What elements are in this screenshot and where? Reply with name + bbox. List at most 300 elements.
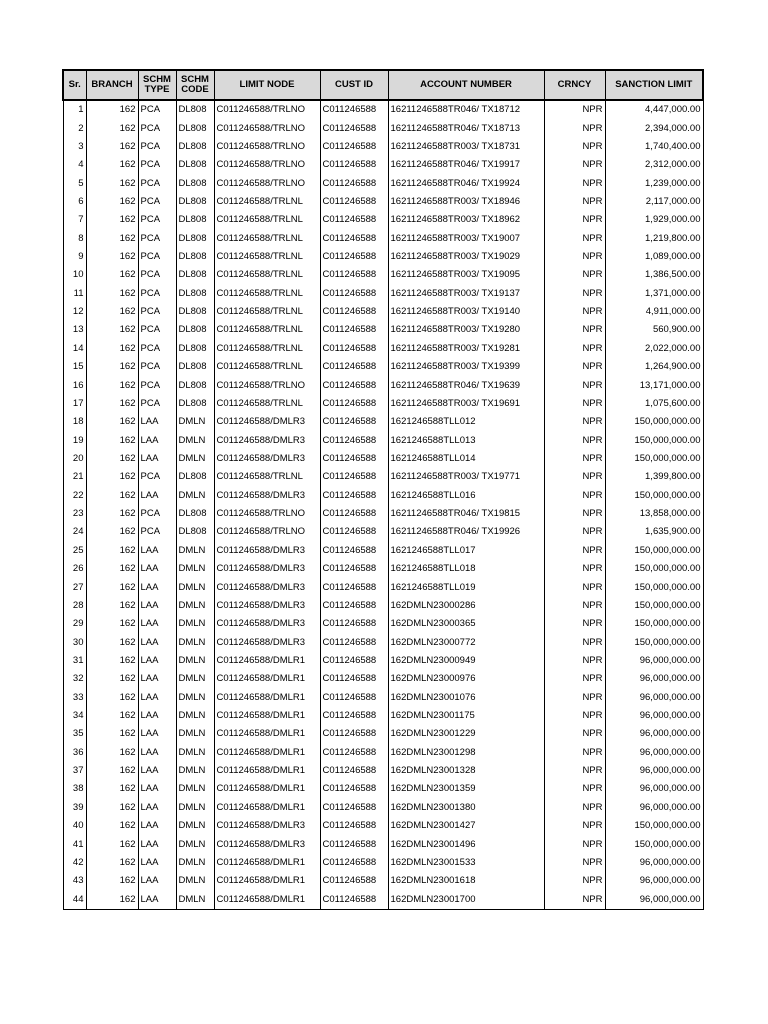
table-row: [63, 211, 703, 229]
cell-cust-id: C011246588: [320, 689, 388, 707]
cell-account-number: 16211246588TR003/ TX18946: [388, 193, 544, 211]
cell-limit-node: C011246588/DMLR3: [214, 560, 320, 578]
cell-crncy: NPR: [544, 321, 605, 339]
cell-schm-code: DMLN: [176, 633, 214, 651]
cell-limit-node: C011246588/DMLR3: [214, 578, 320, 596]
cell-cust-id: C011246588: [320, 230, 388, 248]
cell-crncy: NPR: [544, 376, 605, 394]
cell-limit-node: C011246588/TRLNL: [214, 303, 320, 321]
cell-sanction-limit: 1,371,000.00: [605, 285, 703, 303]
cell-crncy: NPR: [544, 100, 605, 119]
cell-branch: 162: [86, 211, 138, 229]
cell-limit-node: C011246588/DMLR1: [214, 890, 320, 909]
cell-cust-id: C011246588: [320, 100, 388, 119]
cell-sanction-limit: 150,000,000.00: [605, 578, 703, 596]
cell-sr: 10: [63, 266, 86, 284]
cell-limit-node: C011246588/DMLR1: [214, 780, 320, 798]
cell-branch: 162: [86, 560, 138, 578]
cell-schm-type: PCA: [138, 321, 176, 339]
cell-crncy: NPR: [544, 854, 605, 872]
cell-schm-code: DMLN: [176, 670, 214, 688]
cell-crncy: NPR: [544, 450, 605, 468]
cell-account-number: 16211246588TR046/ TX18712: [388, 100, 544, 119]
cell-schm-type: LAA: [138, 707, 176, 725]
cell-limit-node: C011246588/TRLNL: [214, 230, 320, 248]
cell-schm-code: DMLN: [176, 707, 214, 725]
table-row: [63, 487, 703, 505]
cell-account-number: 16211246588TR046/ TX19815: [388, 505, 544, 523]
cell-branch: 162: [86, 707, 138, 725]
cell-crncy: NPR: [544, 707, 605, 725]
cell-branch: 162: [86, 505, 138, 523]
table-row: [63, 615, 703, 633]
cell-account-number: 16211246588TR003/ TX19691: [388, 395, 544, 413]
cell-crncy: NPR: [544, 248, 605, 266]
cell-crncy: NPR: [544, 633, 605, 651]
cell-sanction-limit: 96,000,000.00: [605, 780, 703, 798]
cell-sr: 4: [63, 156, 86, 174]
cell-sanction-limit: 1,635,900.00: [605, 523, 703, 541]
cell-sanction-limit: 1,264,900.00: [605, 358, 703, 376]
cell-schm-type: LAA: [138, 670, 176, 688]
cell-limit-node: C011246588/DMLR1: [214, 689, 320, 707]
cell-limit-node: C011246588/TRLNL: [214, 248, 320, 266]
cell-sanction-limit: 1,089,000.00: [605, 248, 703, 266]
cell-schm-type: LAA: [138, 817, 176, 835]
cell-account-number: 162DMLN23001533: [388, 854, 544, 872]
cell-cust-id: C011246588: [320, 358, 388, 376]
cell-schm-type: LAA: [138, 854, 176, 872]
cell-branch: 162: [86, 725, 138, 743]
cell-sanction-limit: 150,000,000.00: [605, 560, 703, 578]
cell-sanction-limit: 1,075,600.00: [605, 395, 703, 413]
cell-account-number: 1621246588TLL013: [388, 431, 544, 449]
cell-schm-type: LAA: [138, 597, 176, 615]
cell-schm-code: DMLN: [176, 542, 214, 560]
cell-schm-type: LAA: [138, 780, 176, 798]
cell-branch: 162: [86, 376, 138, 394]
cell-schm-type: PCA: [138, 211, 176, 229]
cell-sanction-limit: 2,312,000.00: [605, 156, 703, 174]
cell-branch: 162: [86, 413, 138, 431]
cell-schm-code: DMLN: [176, 780, 214, 798]
cell-branch: 162: [86, 156, 138, 174]
cell-crncy: NPR: [544, 542, 605, 560]
cell-branch: 162: [86, 542, 138, 560]
cell-sr: 27: [63, 578, 86, 596]
cell-crncy: NPR: [544, 578, 605, 596]
cell-account-number: 162DMLN23000365: [388, 615, 544, 633]
cell-crncy: NPR: [544, 119, 605, 137]
cell-account-number: 162DMLN23001496: [388, 835, 544, 853]
cell-account-number: 16211246588TR046/ TX19926: [388, 523, 544, 541]
cell-schm-code: DL808: [176, 211, 214, 229]
cell-sr: 3: [63, 138, 86, 156]
cell-sanction-limit: 1,386,500.00: [605, 266, 703, 284]
table-row: [63, 854, 703, 872]
cell-crncy: NPR: [544, 193, 605, 211]
cell-limit-node: C011246588/DMLR3: [214, 487, 320, 505]
cell-branch: 162: [86, 266, 138, 284]
cell-crncy: NPR: [544, 487, 605, 505]
cell-crncy: NPR: [544, 799, 605, 817]
cell-branch: 162: [86, 100, 138, 119]
table-row: [63, 725, 703, 743]
table-row: [63, 652, 703, 670]
cell-crncy: NPR: [544, 285, 605, 303]
cell-limit-node: C011246588/DMLR3: [214, 817, 320, 835]
cell-sr: 14: [63, 340, 86, 358]
cell-schm-code: DMLN: [176, 890, 214, 909]
table-row: [63, 762, 703, 780]
table-row: [63, 100, 703, 119]
cell-schm-code: DL808: [176, 266, 214, 284]
cell-cust-id: C011246588: [320, 431, 388, 449]
cell-cust-id: C011246588: [320, 174, 388, 192]
cell-branch: 162: [86, 431, 138, 449]
cell-crncy: NPR: [544, 340, 605, 358]
cell-schm-type: PCA: [138, 376, 176, 394]
cell-branch: 162: [86, 762, 138, 780]
cell-sanction-limit: 150,000,000.00: [605, 835, 703, 853]
cell-sanction-limit: 96,000,000.00: [605, 689, 703, 707]
cell-limit-node: C011246588/DMLR3: [214, 633, 320, 651]
cell-schm-code: DL808: [176, 230, 214, 248]
table-row: [63, 376, 703, 394]
cell-branch: 162: [86, 744, 138, 762]
cell-limit-node: C011246588/TRLNO: [214, 376, 320, 394]
cell-sr: 19: [63, 431, 86, 449]
cell-schm-code: DMLN: [176, 560, 214, 578]
header-branch: BRANCH: [86, 70, 138, 100]
cell-sr: 32: [63, 670, 86, 688]
cell-cust-id: C011246588: [320, 193, 388, 211]
cell-branch: 162: [86, 395, 138, 413]
cell-account-number: 162DMLN23001618: [388, 872, 544, 890]
cell-crncy: NPR: [544, 890, 605, 909]
cell-branch: 162: [86, 285, 138, 303]
cell-sr: 44: [63, 890, 86, 909]
cell-account-number: 16211246588TR003/ TX19007: [388, 230, 544, 248]
cell-sanction-limit: 1,219,800.00: [605, 230, 703, 248]
cell-account-number: 16211246588TR003/ TX19140: [388, 303, 544, 321]
cell-schm-code: DL808: [176, 358, 214, 376]
cell-limit-node: C011246588/TRLNO: [214, 119, 320, 137]
cell-sr: 28: [63, 597, 86, 615]
cell-cust-id: C011246588: [320, 248, 388, 266]
cell-sr: 38: [63, 780, 86, 798]
cell-limit-node: C011246588/TRLNO: [214, 100, 320, 119]
cell-schm-type: PCA: [138, 303, 176, 321]
cell-limit-node: C011246588/DMLR1: [214, 707, 320, 725]
cell-cust-id: C011246588: [320, 285, 388, 303]
cell-branch: 162: [86, 854, 138, 872]
cell-sanction-limit: 96,000,000.00: [605, 652, 703, 670]
cell-branch: 162: [86, 119, 138, 137]
cell-sr: 6: [63, 193, 86, 211]
cell-cust-id: C011246588: [320, 744, 388, 762]
cell-sr: 18: [63, 413, 86, 431]
cell-cust-id: C011246588: [320, 450, 388, 468]
cell-branch: 162: [86, 193, 138, 211]
cell-limit-node: C011246588/DMLR1: [214, 799, 320, 817]
cell-sanction-limit: 1,399,800.00: [605, 468, 703, 486]
cell-sr: 2: [63, 119, 86, 137]
cell-schm-type: LAA: [138, 633, 176, 651]
cell-crncy: NPR: [544, 725, 605, 743]
cell-schm-type: LAA: [138, 872, 176, 890]
cell-cust-id: C011246588: [320, 652, 388, 670]
cell-schm-type: PCA: [138, 505, 176, 523]
cell-sanction-limit: 150,000,000.00: [605, 431, 703, 449]
cell-account-number: 162DMLN23001298: [388, 744, 544, 762]
cell-limit-node: C011246588/DMLR3: [214, 413, 320, 431]
cell-sr: 24: [63, 523, 86, 541]
cell-crncy: NPR: [544, 523, 605, 541]
cell-sr: 21: [63, 468, 86, 486]
cell-schm-code: DL808: [176, 156, 214, 174]
cell-sanction-limit: 2,394,000.00: [605, 119, 703, 137]
cell-cust-id: C011246588: [320, 395, 388, 413]
cell-sr: 40: [63, 817, 86, 835]
cell-sr: 33: [63, 689, 86, 707]
cell-sanction-limit: 150,000,000.00: [605, 633, 703, 651]
cell-limit-node: C011246588/DMLR1: [214, 872, 320, 890]
cell-cust-id: C011246588: [320, 211, 388, 229]
cell-schm-code: DMLN: [176, 578, 214, 596]
cell-cust-id: C011246588: [320, 560, 388, 578]
cell-schm-code: DMLN: [176, 413, 214, 431]
cell-schm-code: DL808: [176, 505, 214, 523]
cell-cust-id: C011246588: [320, 670, 388, 688]
cell-sanction-limit: 1,740,400.00: [605, 138, 703, 156]
cell-schm-code: DL808: [176, 174, 214, 192]
cell-account-number: 16211246588TR046/ TX18713: [388, 119, 544, 137]
cell-branch: 162: [86, 780, 138, 798]
header-account-number: ACCOUNT NUMBER: [388, 70, 544, 100]
cell-sanction-limit: 2,117,000.00: [605, 193, 703, 211]
cell-cust-id: C011246588: [320, 156, 388, 174]
cell-account-number: 1621246588TLL017: [388, 542, 544, 560]
cell-cust-id: C011246588: [320, 633, 388, 651]
header-sanction-limit: SANCTION LIMIT: [605, 70, 703, 100]
cell-limit-node: C011246588/TRLNO: [214, 156, 320, 174]
cell-schm-type: LAA: [138, 890, 176, 909]
cell-limit-node: C011246588/DMLR3: [214, 597, 320, 615]
cell-schm-code: DMLN: [176, 487, 214, 505]
table-row: [63, 817, 703, 835]
cell-cust-id: C011246588: [320, 321, 388, 339]
cell-schm-type: LAA: [138, 450, 176, 468]
cell-schm-type: LAA: [138, 431, 176, 449]
cell-account-number: 162DMLN23000772: [388, 633, 544, 651]
cell-schm-code: DL808: [176, 285, 214, 303]
cell-account-number: 16211246588TR046/ TX19917: [388, 156, 544, 174]
cell-sr: 41: [63, 835, 86, 853]
cell-schm-type: PCA: [138, 156, 176, 174]
table-row: [63, 321, 703, 339]
cell-branch: 162: [86, 468, 138, 486]
cell-schm-type: LAA: [138, 835, 176, 853]
cell-sr: 5: [63, 174, 86, 192]
cell-sr: 35: [63, 725, 86, 743]
cell-sr: 37: [63, 762, 86, 780]
cell-sanction-limit: 96,000,000.00: [605, 744, 703, 762]
cell-account-number: 162DMLN23001427: [388, 817, 544, 835]
cell-branch: 162: [86, 248, 138, 266]
cell-cust-id: C011246588: [320, 872, 388, 890]
cell-sr: 22: [63, 487, 86, 505]
table-body: [63, 100, 703, 909]
cell-branch: 162: [86, 138, 138, 156]
table-row: [63, 340, 703, 358]
cell-sanction-limit: 1,239,000.00: [605, 174, 703, 192]
cell-account-number: 162DMLN23001700: [388, 890, 544, 909]
cell-crncy: NPR: [544, 670, 605, 688]
cell-crncy: NPR: [544, 762, 605, 780]
cell-sr: 16: [63, 376, 86, 394]
cell-branch: 162: [86, 615, 138, 633]
cell-sanction-limit: 560,900.00: [605, 321, 703, 339]
cell-cust-id: C011246588: [320, 762, 388, 780]
cell-crncy: NPR: [544, 413, 605, 431]
cell-branch: 162: [86, 174, 138, 192]
cell-cust-id: C011246588: [320, 487, 388, 505]
cell-limit-node: C011246588/TRLNO: [214, 174, 320, 192]
cell-schm-code: DMLN: [176, 872, 214, 890]
cell-schm-type: LAA: [138, 487, 176, 505]
table-row: [63, 872, 703, 890]
cell-limit-node: C011246588/TRLNL: [214, 340, 320, 358]
cell-schm-code: DL808: [176, 248, 214, 266]
cell-branch: 162: [86, 578, 138, 596]
cell-schm-code: DMLN: [176, 597, 214, 615]
cell-cust-id: C011246588: [320, 119, 388, 137]
table-row: [63, 890, 703, 909]
table-row: [63, 303, 703, 321]
cell-schm-type: PCA: [138, 230, 176, 248]
cell-branch: 162: [86, 689, 138, 707]
cell-crncy: NPR: [544, 303, 605, 321]
cell-schm-type: PCA: [138, 174, 176, 192]
cell-schm-type: LAA: [138, 652, 176, 670]
cell-account-number: 162DMLN23001380: [388, 799, 544, 817]
cell-schm-code: DMLN: [176, 689, 214, 707]
table-row: [63, 468, 703, 486]
cell-schm-type: PCA: [138, 285, 176, 303]
cell-account-number: 16211246588TR003/ TX19771: [388, 468, 544, 486]
cell-limit-node: C011246588/TRLNL: [214, 321, 320, 339]
table-row: [63, 285, 703, 303]
cell-sr: 13: [63, 321, 86, 339]
cell-branch: 162: [86, 633, 138, 651]
cell-sr: 31: [63, 652, 86, 670]
cell-schm-type: LAA: [138, 615, 176, 633]
cell-schm-type: PCA: [138, 193, 176, 211]
cell-limit-node: C011246588/DMLR3: [214, 450, 320, 468]
cell-schm-code: DL808: [176, 321, 214, 339]
cell-schm-code: DMLN: [176, 744, 214, 762]
cell-schm-type: LAA: [138, 578, 176, 596]
cell-sr: 20: [63, 450, 86, 468]
cell-limit-node: C011246588/DMLR1: [214, 744, 320, 762]
cell-sanction-limit: 2,022,000.00: [605, 340, 703, 358]
cell-limit-node: C011246588/DMLR3: [214, 835, 320, 853]
cell-branch: 162: [86, 817, 138, 835]
cell-sanction-limit: 150,000,000.00: [605, 450, 703, 468]
cell-crncy: NPR: [544, 597, 605, 615]
cell-schm-type: PCA: [138, 100, 176, 119]
cell-sanction-limit: 96,000,000.00: [605, 872, 703, 890]
cell-limit-node: C011246588/TRLNL: [214, 193, 320, 211]
table-row: [63, 266, 703, 284]
cell-schm-type: PCA: [138, 468, 176, 486]
header-cust-id: CUST ID: [320, 70, 388, 100]
cell-sr: 34: [63, 707, 86, 725]
cell-schm-type: PCA: [138, 119, 176, 137]
cell-schm-type: LAA: [138, 725, 176, 743]
cell-schm-code: DL808: [176, 340, 214, 358]
table-row: [63, 413, 703, 431]
cell-branch: 162: [86, 872, 138, 890]
cell-account-number: 162DMLN23000976: [388, 670, 544, 688]
cell-limit-node: C011246588/DMLR3: [214, 615, 320, 633]
cell-schm-type: PCA: [138, 248, 176, 266]
cell-branch: 162: [86, 230, 138, 248]
cell-sanction-limit: 13,171,000.00: [605, 376, 703, 394]
cell-schm-type: PCA: [138, 358, 176, 376]
table-row: [63, 578, 703, 596]
cell-crncy: NPR: [544, 395, 605, 413]
table-row: [63, 230, 703, 248]
cell-cust-id: C011246588: [320, 303, 388, 321]
cell-branch: 162: [86, 523, 138, 541]
cell-crncy: NPR: [544, 230, 605, 248]
cell-schm-code: DL808: [176, 100, 214, 119]
cell-sanction-limit: 1,929,000.00: [605, 211, 703, 229]
cell-sr: 9: [63, 248, 86, 266]
cell-schm-code: DL808: [176, 376, 214, 394]
cell-cust-id: C011246588: [320, 523, 388, 541]
header-sr: Sr.: [63, 70, 86, 100]
table-row: [63, 780, 703, 798]
cell-limit-node: C011246588/TRLNO: [214, 138, 320, 156]
cell-limit-node: C011246588/TRLNL: [214, 468, 320, 486]
cell-sr: 43: [63, 872, 86, 890]
cell-schm-type: PCA: [138, 395, 176, 413]
cell-schm-type: PCA: [138, 138, 176, 156]
cell-cust-id: C011246588: [320, 138, 388, 156]
cell-sanction-limit: 96,000,000.00: [605, 890, 703, 909]
cell-account-number: 162DMLN23000286: [388, 597, 544, 615]
cell-cust-id: C011246588: [320, 615, 388, 633]
cell-cust-id: C011246588: [320, 854, 388, 872]
cell-sr: 7: [63, 211, 86, 229]
cell-sr: 8: [63, 230, 86, 248]
cell-sanction-limit: 150,000,000.00: [605, 597, 703, 615]
cell-sr: 12: [63, 303, 86, 321]
cell-cust-id: C011246588: [320, 707, 388, 725]
cell-schm-code: DMLN: [176, 817, 214, 835]
cell-account-number: 16211246588TR003/ TX19095: [388, 266, 544, 284]
cell-schm-code: DMLN: [176, 854, 214, 872]
cell-account-number: 16211246588TR003/ TX18962: [388, 211, 544, 229]
cell-crncy: NPR: [544, 744, 605, 762]
sanction-limit-table: [62, 69, 704, 910]
cell-limit-node: C011246588/TRLNL: [214, 358, 320, 376]
cell-schm-code: DL808: [176, 193, 214, 211]
cell-sanction-limit: 96,000,000.00: [605, 725, 703, 743]
